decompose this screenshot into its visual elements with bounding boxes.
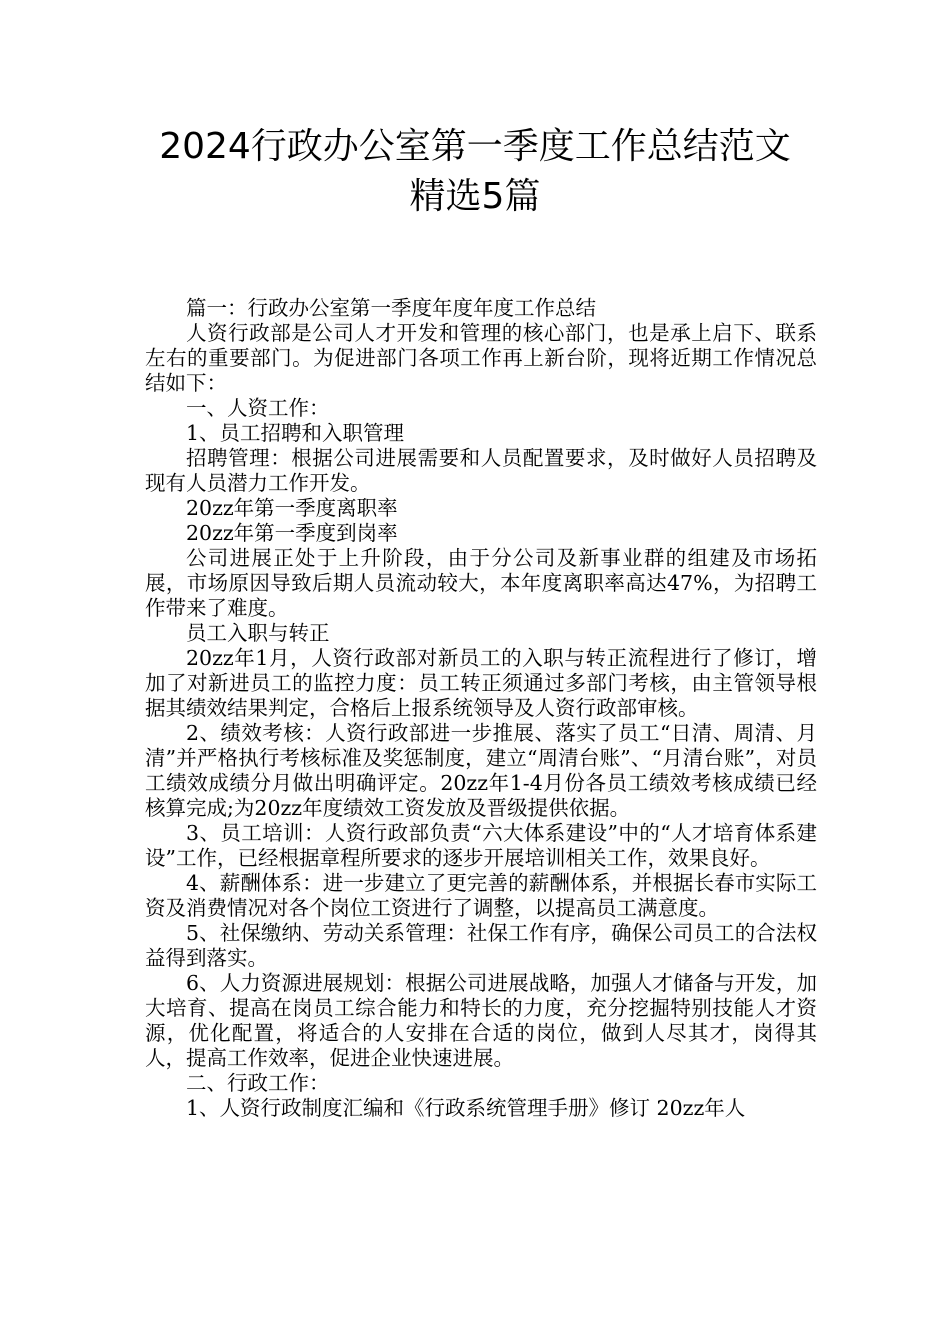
title-line-1: 2024行政办公室第一季度工作总结范文 — [159, 126, 791, 167]
section-heading: 二、行政工作： — [186, 1071, 330, 1095]
paragraph: 20zz年1月，人资行政部对新员工的入职与转正流程进行了修订，增加了对新进员工的监控力度：员工转正须通过多部门考核，由主管领导根据其绩效结果判定，合格后上报系统领导及人资行政部审核。 — [145, 646, 817, 720]
paragraph: 1、人资行政制度汇编和《行政系统管理手册》修订 20zz年人 — [186, 1096, 746, 1120]
paragraph: 人资行政部是公司人才开发和管理的核心部门，也是承上启下、联系左右的重要部门。为促进部门各项工作再上新台阶，现将近期工作情况总结如下： — [145, 321, 817, 395]
section-heading: 一、人资工作： — [186, 396, 330, 420]
paragraph: 3、员工培训：人资行政部负责“六大体系建设”中的“人才培育体系建设”工作，已经根据章程所要求的逐步开展培训相关工作，效果良好。 — [145, 821, 817, 870]
title-line-2: 精选5篇 — [409, 176, 541, 217]
paragraph: 招聘管理：根据公司进展需要和人员配置要求，及时做好人员招聘及现有人员潜力工作开发。 — [145, 446, 817, 495]
section-heading: 篇一：行政办公室第一季度年度年度工作总结 — [186, 296, 596, 320]
paragraph: 20zz年第一季度到岗率 — [186, 521, 398, 545]
paragraph: 6、人力资源进展规划：根据公司进展战略，加强人才储备与开发，加大培育、提高在岗员工综合能力和特长的力度，充分挖掘特别技能人才资源，优化配置，将适合的人安排在合适的岗位，做到人尽其才，岗得其人，提高工作效率，促进企业快速进展。 — [145, 971, 817, 1070]
document-body — [145, 296, 817, 1121]
document-title — [100, 122, 850, 222]
sub-heading: 员工入职与转正 — [186, 621, 330, 645]
paragraph: 5、社保缴纳、劳动关系管理：社保工作有序，确保公司员工的合法权益得到落实。 — [145, 921, 817, 970]
paragraph: 2、绩效考核：人资行政部进一步推展、落实了员工“日清、周清、月清”并严格执行考核标准及奖惩制度，建立“周清台账”、“月清台账”，对员工绩效成绩分月做出明确评定。20zz年1-4月份各员工绩效考核成绩已经核算完成;为20zz年度绩效工资发放及晋级提供依据。 — [145, 721, 817, 820]
paragraph: 20zz年第一季度离职率 — [186, 496, 398, 520]
paragraph: 公司进展正处于上升阶段，由于分公司及新事业群的组建及市场拓展，市场原因导致后期人员流动较大，本年度离职率高达47%，为招聘工作带来了难度。 — [145, 546, 817, 620]
paragraph: 4、薪酬体系：进一步建立了更完善的薪酬体系，并根据长春市实际工资及消费情况对各个岗位工资进行了调整，以提高员工满意度。 — [145, 871, 817, 920]
sub-heading: 1、员工招聘和入职管理 — [186, 421, 405, 445]
